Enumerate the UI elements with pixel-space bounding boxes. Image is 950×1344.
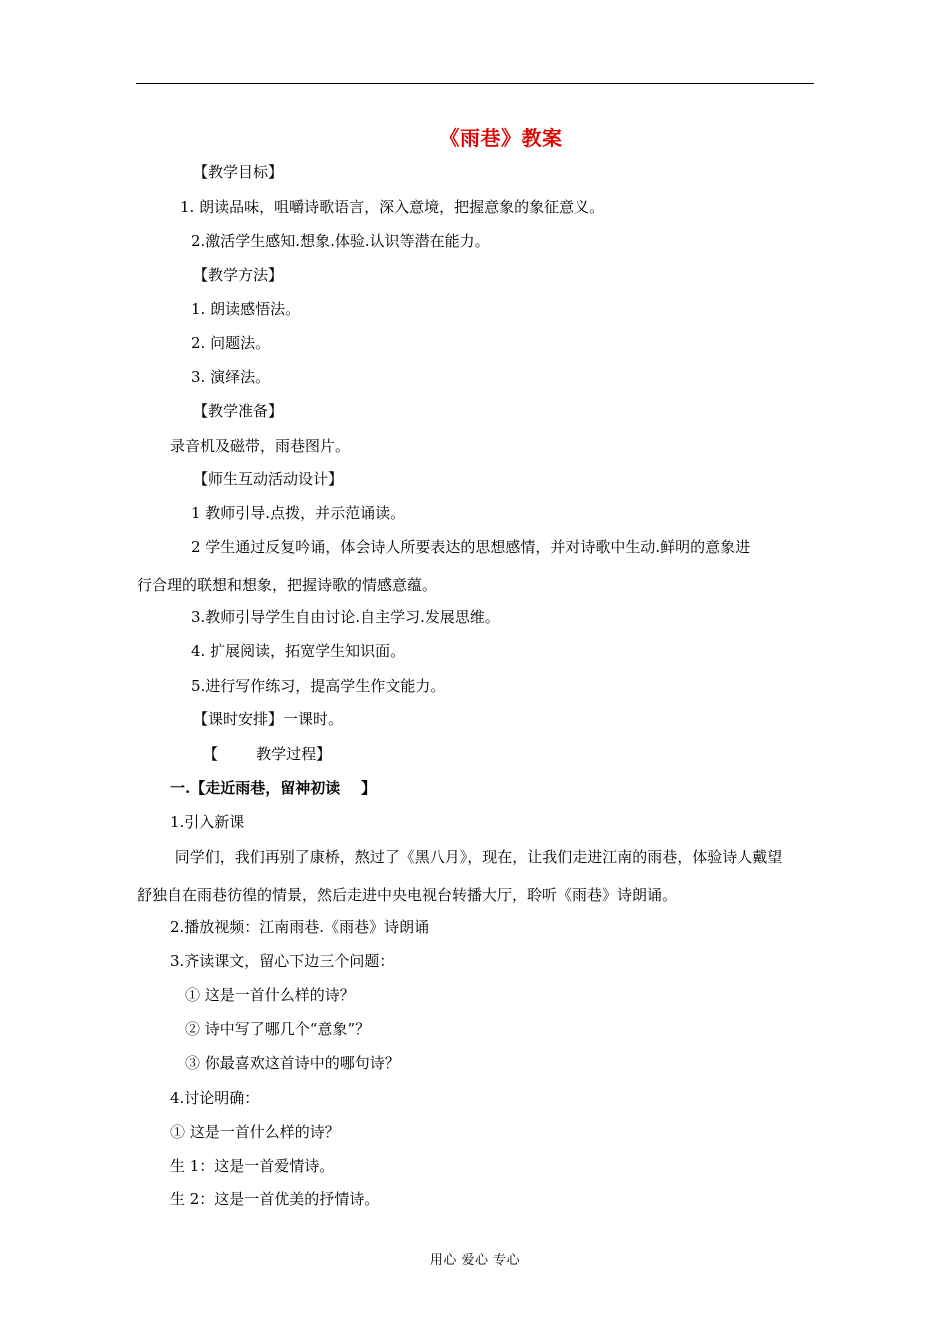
process-step-1: 1.引入新课: [170, 813, 245, 831]
method-item-3: 3. 演绎法。: [191, 368, 271, 386]
document-title: 《雨巷》教案: [439, 126, 563, 150]
activity-item-1: 1 教师引导.点拨，并示范诵读。: [191, 504, 406, 522]
question-1: ① 这是一首什么样的诗？: [185, 986, 355, 1004]
objective-item-2: 2.激活学生感知.想象.体验.认识等潜在能力。: [191, 232, 490, 250]
student-answer-2: 生 2：这是一首优美的抒情诗。: [170, 1190, 380, 1208]
discussion-question-1: ① 这是一首什么样的诗？: [170, 1123, 340, 1141]
question-3: ③ 你最喜欢这首诗中的哪句诗？: [185, 1054, 400, 1072]
section-heading-schedule: 【课时安排】一课时。: [193, 710, 344, 728]
section-heading-preparation: 【教学准备】: [193, 402, 284, 420]
activity-item-2: 2 学生通过反复吟诵，体会诗人所要表达的思想感情，并对诗歌中生动.鲜明的意象进: [191, 538, 751, 556]
section-heading-methods: 【教学方法】: [193, 266, 284, 284]
intro-paragraph-line-1: 同学们，我们再别了康桥，熬过了《黑八月》，现在，让我们走进江南的雨巷，体验诗人戴望: [170, 848, 783, 866]
objective-item-1: 1. 朗读品味，咀嚼诗歌语言，深入意境，把握意象的象征意义。: [180, 198, 605, 216]
section-heading-activities: 【师生互动活动设计】: [193, 470, 344, 488]
intro-paragraph-line-2: 舒独自在雨巷彷徨的情景，然后走进中央电视台转播大厅，聆听《雨巷》诗朗诵。: [137, 886, 678, 904]
process-step-4: 4.讨论明确：: [170, 1089, 260, 1107]
section-heading-process: 【 教学过程】: [203, 745, 332, 763]
activity-item-2-continued: 行合理的联想和想象，把握诗歌的情感意蕴。: [137, 576, 438, 594]
activity-item-4: 4. 扩展阅读，拓宽学生知识面。: [191, 642, 406, 660]
method-item-2: 2. 问题法。: [191, 334, 271, 352]
process-step-3: 3.齐读课文，留心下边三个问题：: [170, 952, 395, 970]
activity-item-5: 5.进行写作练习，提高学生作文能力。: [191, 677, 446, 695]
student-answer-1: 生 1：这是一首爱情诗。: [170, 1157, 335, 1175]
method-item-1: 1. 朗读感悟法。: [191, 300, 301, 318]
activity-item-3: 3.教师引导学生自由讨论.自主学习.发展思维。: [191, 608, 500, 626]
process-part-1-heading: 一.【走近雨巷，留神初读 】: [170, 779, 377, 797]
question-2: ② 诗中写了哪几个“意象”？: [185, 1020, 371, 1038]
header-rule: [136, 83, 814, 84]
page-footer: 用心 爱心 专心: [429, 1253, 521, 1268]
process-step-2: 2.播放视频：江南雨巷.《雨巷》诗朗诵: [170, 918, 430, 936]
preparation-text: 录音机及磁带，雨巷图片。: [170, 437, 351, 455]
section-heading-objectives: 【教学目标】: [193, 163, 284, 181]
